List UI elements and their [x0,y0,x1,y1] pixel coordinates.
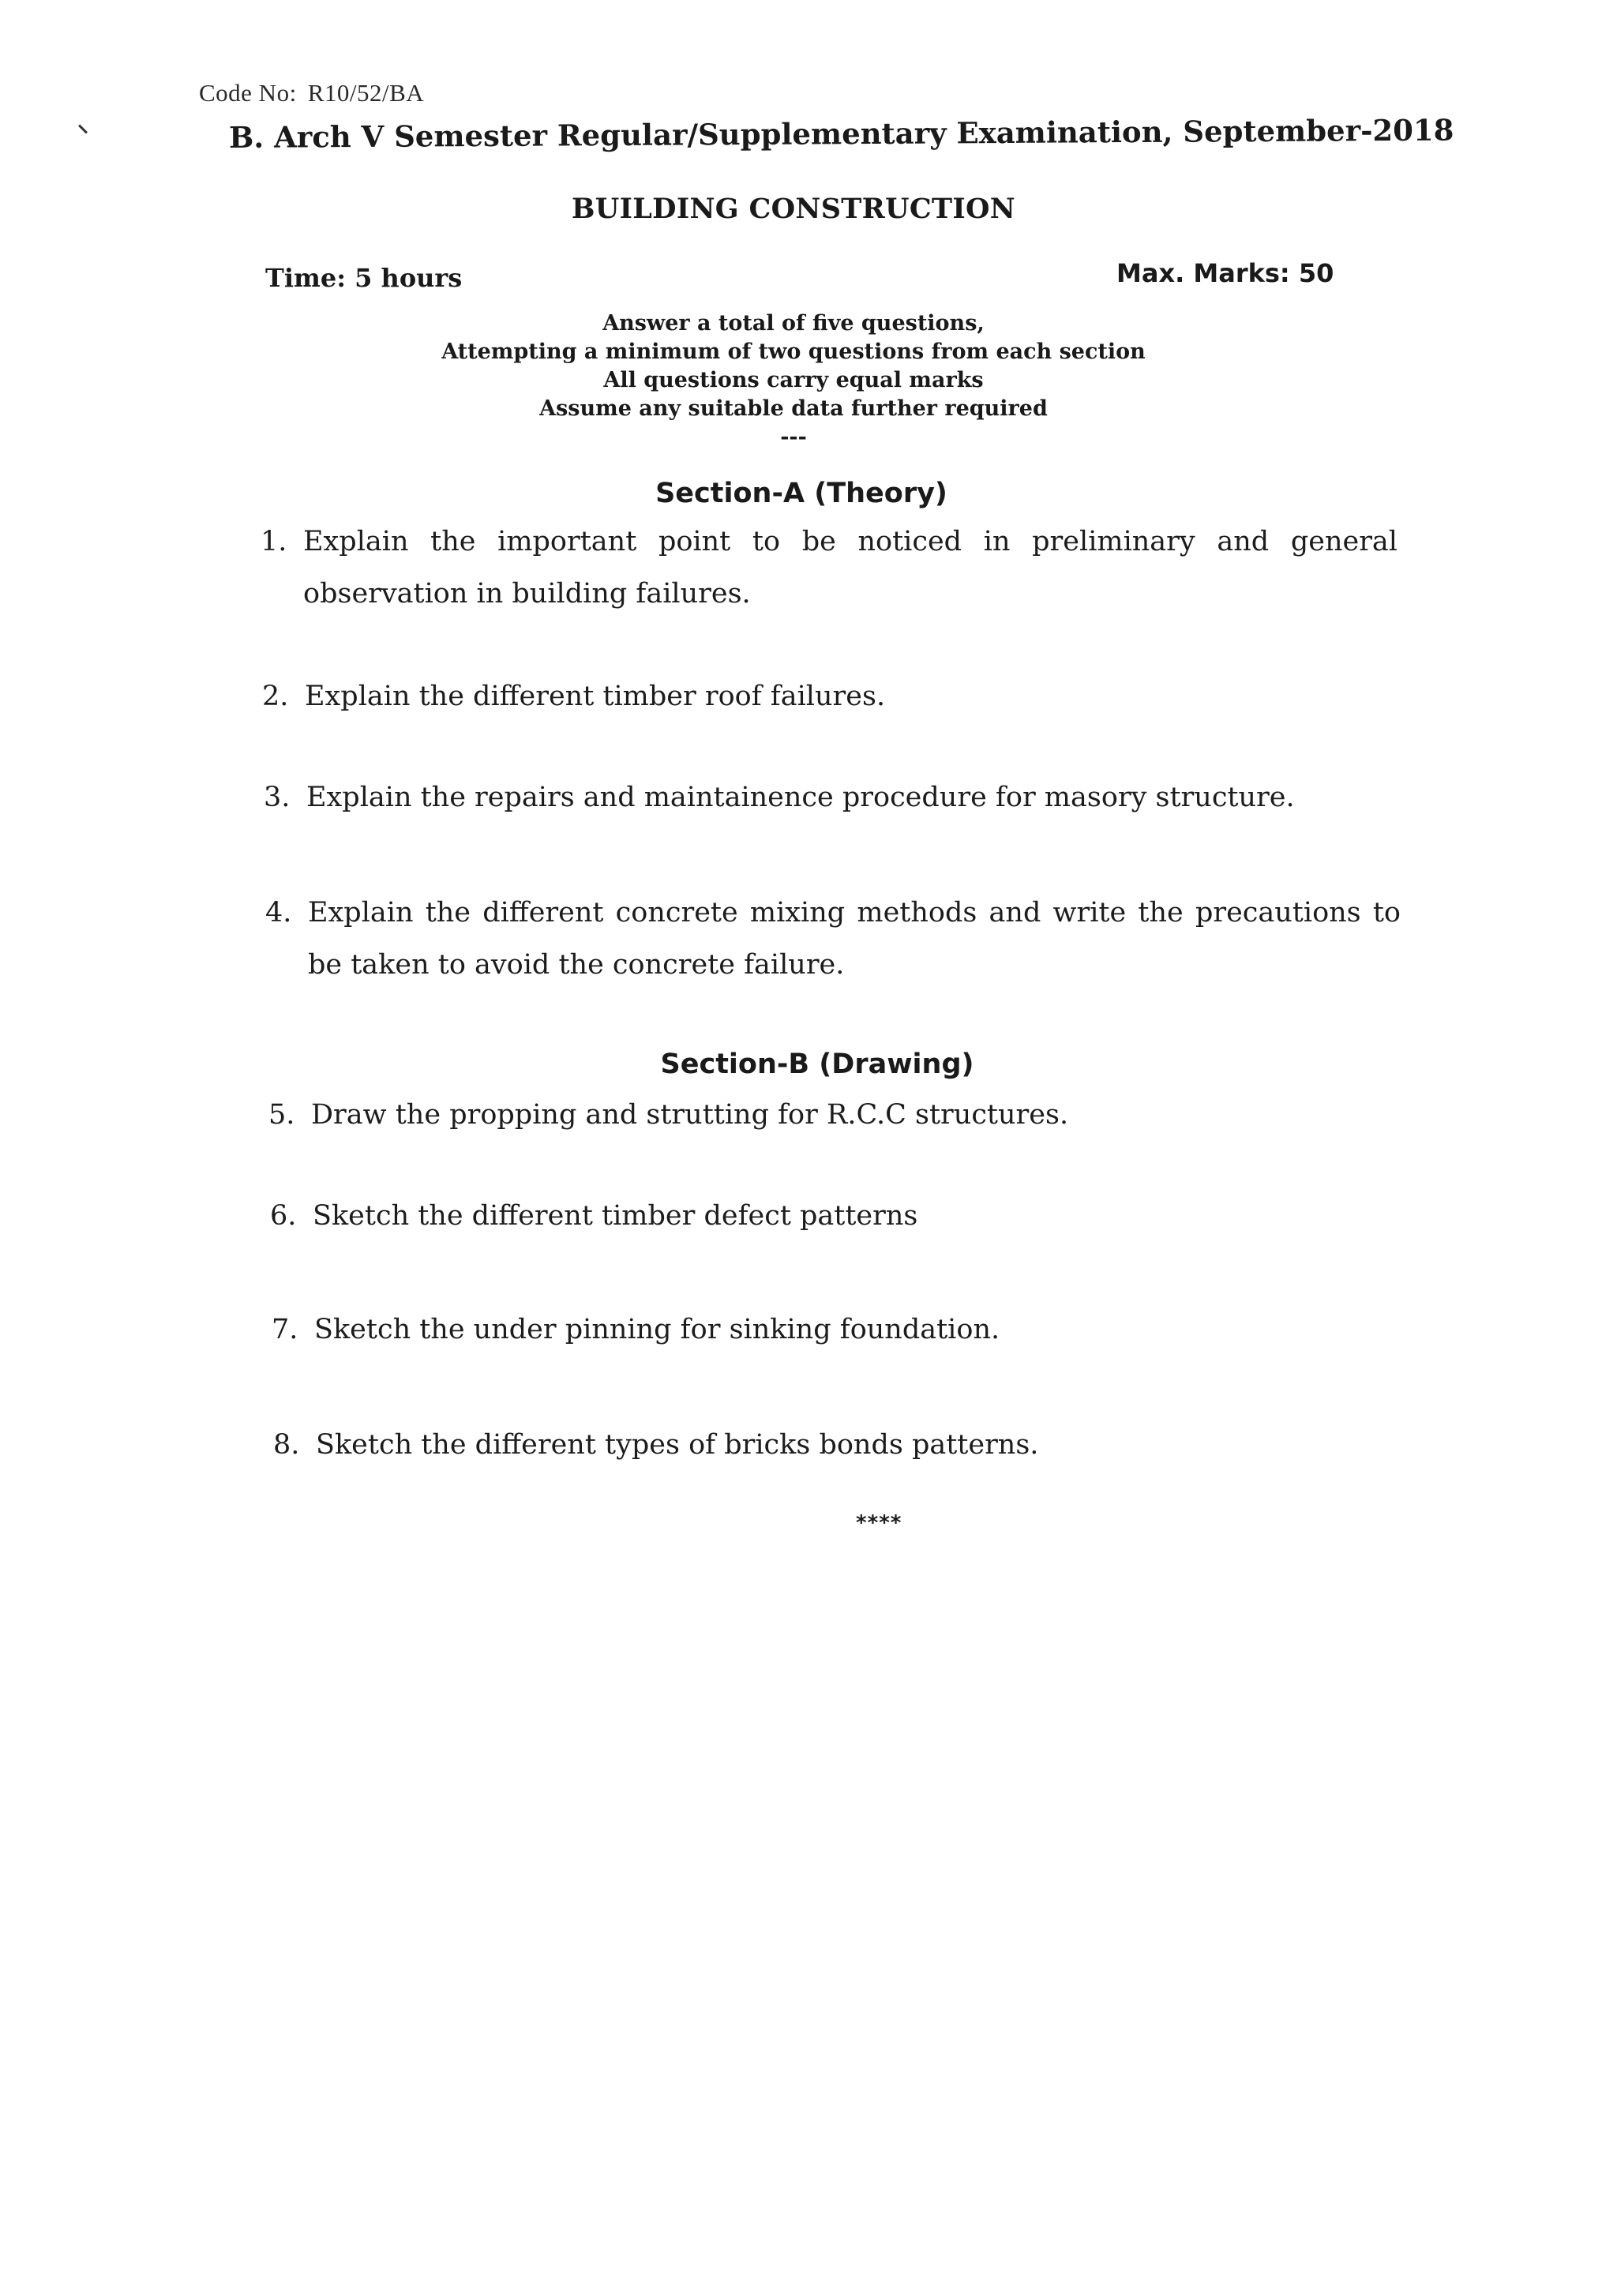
subject-title: BUILDING CONSTRUCTION [571,193,1016,225]
section-b-title: Section-B (Drawing) [660,1049,974,1080]
question-text: Sketch the different types of bricks bonds patterns. [316,1429,1039,1461]
question-number: 6. [270,1200,297,1232]
section-a-title: Section-A (Theory) [655,478,947,509]
question-text: Explain the different timber roof failures. [305,681,886,712]
question-text-continued: observation in building failures. [303,578,751,610]
max-marks: Max. Marks: 50 [1116,258,1334,288]
question-text: Sketch the different timber defect patterns [313,1200,918,1232]
code-number [199,79,424,107]
end-of-paper-mark: **** [856,1511,902,1535]
question-text: Draw the propping and strutting for R.C.C structures. [311,1099,1069,1131]
instruction-line: Answer a total of five questions, [602,311,985,336]
question-number: 1. [261,526,287,557]
code-value: R10/52/BA [307,79,425,107]
instruction-line: Assume any suitable data further required [539,396,1048,421]
exam-title: B. Arch V Semester Regular/Supplementary Examination, September-2018 [228,112,1454,155]
question-number: 7. [272,1314,298,1345]
code-label: Code No: [199,79,297,107]
instruction-separator: --- [780,425,807,449]
instruction-line: All questions carry equal marks [603,368,984,392]
question-text: Explain the important point to be noticed in preliminary and general [303,526,1398,557]
exam-duration: Time: 5 hours [265,263,463,293]
question-number: 8. [273,1429,300,1461]
instruction-line: Attempting a minimum of two questions from each section [441,340,1146,364]
question-number: 3. [264,782,291,813]
question-number: 4. [265,897,292,929]
question-text: Sketch the under pinning for sinking foundation. [314,1314,1000,1345]
stray-mark [78,124,88,133]
question-text: Explain the repairs and maintainence procedure for masory structure. [306,782,1295,813]
question-text-continued: be taken to avoid the concrete failure. [308,949,845,981]
question-number: 2. [262,681,289,712]
question-text: Explain the different concrete mixing methods and write the precautions to [308,897,1401,929]
question-number: 5. [268,1099,295,1131]
instructions [0,310,1587,452]
